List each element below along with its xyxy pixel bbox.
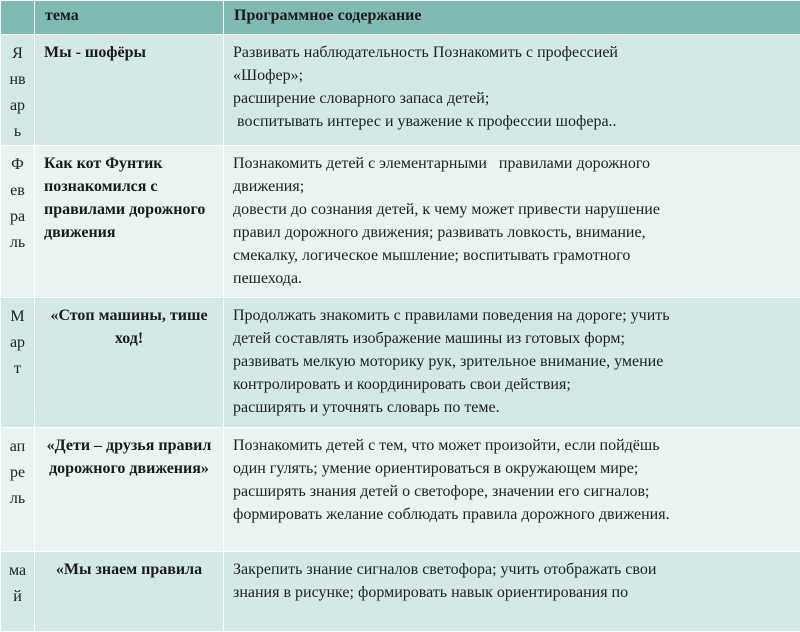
content-line: правил дорожного движения; развивать ловкость, внимание, <box>233 221 794 244</box>
month-text: ма <box>3 558 32 584</box>
month-cell <box>1 428 35 552</box>
content-line: смекалку, логическое мышление; воспитывать грамотного <box>233 244 794 267</box>
topic-cell: «Мы знаем правила <box>35 552 224 632</box>
content-cell <box>224 35 800 146</box>
table-row <box>1 552 800 632</box>
month-text: ь <box>3 119 32 145</box>
content-cell <box>224 298 800 428</box>
month-text: ап <box>3 434 32 460</box>
content-line: детей составлять изображение машины из готовых форм; <box>233 327 794 350</box>
topic-cell: «Дети – друзья правил дорожного движения» <box>35 428 224 552</box>
month-text: нв <box>3 67 32 93</box>
month-text: Ф <box>3 152 32 178</box>
content-line: знания в рисунке; формировать навык ориентирования по <box>233 581 794 604</box>
content-line: контролировать и координировать свои действия; <box>233 373 794 396</box>
table-row <box>1 428 800 552</box>
month-cell <box>1 35 35 146</box>
month-text: ев <box>3 178 32 204</box>
content-line: расширять знания детей о светофоре, значении его сигналов; <box>233 480 794 503</box>
month-text: ар <box>3 93 32 119</box>
content-line: формировать желание соблюдать правила дорожного движения. <box>233 503 794 526</box>
table-row <box>1 35 800 146</box>
topic-cell: Как кот Фунтик познакомился с правилами дорожного движения <box>35 146 224 298</box>
table-row <box>1 146 800 298</box>
month-text: ра <box>3 204 32 230</box>
month-text: М <box>3 304 32 330</box>
table-row <box>1 298 800 428</box>
content-line: движения; <box>233 175 794 198</box>
topic-cell: «Стоп машины, тише ход! <box>35 298 224 428</box>
month-text: ре <box>3 460 32 486</box>
month-text: т <box>3 356 32 382</box>
content-line: развивать мелкую моторику рук, зрительное внимание, умение <box>233 350 794 373</box>
content-line: расширять и уточнять словарь по теме. <box>233 396 794 419</box>
content-cell <box>224 428 800 552</box>
month-text: ль <box>3 230 32 256</box>
month-cell <box>1 146 35 298</box>
content-line: Познакомить детей с тем, что может произойти, если пойдёшь <box>233 434 794 457</box>
content-cell <box>224 552 800 632</box>
content-line: один гулять; умение ориентироваться в окружающем мире; <box>233 457 794 480</box>
table-header-row <box>1 1 800 35</box>
content-line: Продолжать знакомить с правилами поведения на дороге; учить <box>233 304 794 327</box>
topic-cell: Мы - шофёры <box>35 35 224 146</box>
month-cell <box>1 298 35 428</box>
content-line: Развивать наблюдательность Познакомить с профессией <box>233 41 794 64</box>
header-topic: тема <box>35 1 224 35</box>
content-line: довести до сознания детей, к чему может привести нарушение <box>233 198 794 221</box>
month-text: ар <box>3 330 32 356</box>
content-line: воспитывать интерес и уважение к профессии шофера.. <box>233 110 794 133</box>
content-line: Закрепить знание сигналов светофора; учить отображать свои <box>233 558 794 581</box>
month-text: й <box>3 584 32 610</box>
content-line: пешехода. <box>233 267 794 290</box>
content-line: «Шофер»; <box>233 64 794 87</box>
content-line: расширение словарного запаса детей; <box>233 87 794 110</box>
header-month <box>1 1 35 35</box>
month-text: ль <box>3 486 32 512</box>
month-text: Я <box>3 41 32 67</box>
month-cell <box>1 552 35 632</box>
header-content: Программное содержание <box>224 1 800 35</box>
content-cell <box>224 146 800 298</box>
content-line: Познакомить детей с элементарными правилами дорожного <box>233 152 794 175</box>
